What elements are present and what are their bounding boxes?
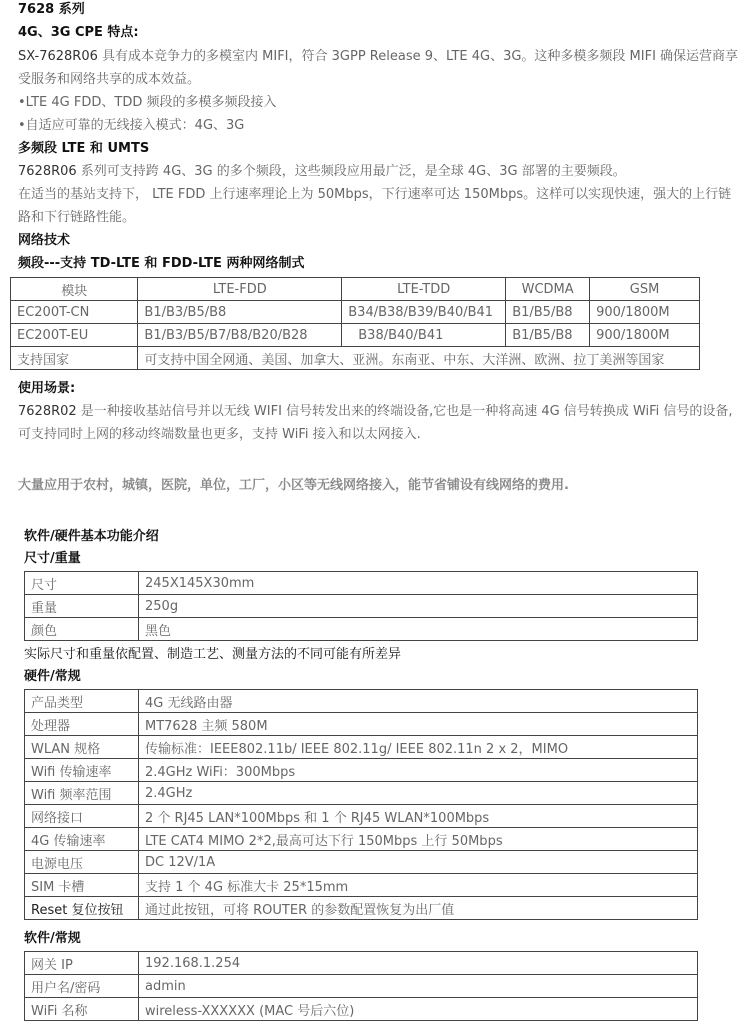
table-header: WCDMA bbox=[506, 278, 590, 301]
spec-key: 4G 传输速率 bbox=[25, 828, 139, 851]
network-subheading: 频段---支持 TD-LTE 和 FDD-LTE 两种网络制式 bbox=[18, 256, 305, 271]
application-note: 大量应用于农村，城镇，医院，单位，工厂，小区等无线网络接入，能节省铺设有线网络的费用. bbox=[18, 478, 569, 493]
spec-key: 颜色 bbox=[25, 618, 139, 641]
usage-line-2: 可支持同时上网的移动终端数量也更多，支持 WiFi 接入和以太网接入. bbox=[18, 427, 421, 442]
specs-heading: 软件/硬件基本功能介绍 bbox=[24, 529, 159, 544]
table-header: LTE-FDD bbox=[138, 278, 342, 301]
table-header: LTE-TDD bbox=[342, 278, 506, 301]
spec-value: admin bbox=[139, 975, 698, 998]
spec-value: 4G 无线路由器 bbox=[139, 690, 698, 713]
spec-key: 电源电压 bbox=[25, 851, 139, 874]
table-row bbox=[25, 897, 698, 920]
series-title: 7628 系列 bbox=[18, 2, 85, 17]
table-row bbox=[25, 618, 698, 641]
features-heading: 4G、3G CPE 特点: bbox=[18, 25, 139, 40]
usage-model: 7628R02 bbox=[18, 404, 77, 419]
table-row bbox=[11, 347, 700, 370]
spec-key: 网络接口 bbox=[25, 805, 139, 828]
table-row bbox=[25, 874, 698, 897]
table-cell: EC200T-CN bbox=[11, 301, 138, 324]
intro-text: 具有成本竞争力的多模室内 MIFI，符合 3GPP Release 9、LTE 4G、3G。这种多模多频段 MIFI 确保运营商享 bbox=[97, 49, 739, 64]
table-row bbox=[25, 736, 698, 759]
table-row bbox=[25, 595, 698, 618]
table-row bbox=[25, 952, 698, 975]
countries-value: 可支持中国全网通、美国、加拿大、亚洲。东南亚、中东、大洋洲、欧洲、拉丁美洲等国家 bbox=[138, 347, 700, 370]
table-cell: B1/B3/B5/B8 bbox=[138, 301, 342, 324]
spec-value: 支持 1 个 4G 标准大卡 25*15mm bbox=[139, 874, 698, 897]
table-row bbox=[25, 805, 698, 828]
table-row bbox=[25, 782, 698, 805]
spec-value: 245X145X30mm bbox=[139, 572, 698, 595]
table-cell: EC200T-EU bbox=[11, 324, 138, 347]
table-row bbox=[25, 713, 698, 736]
software-heading: 软件/常规 bbox=[24, 931, 81, 946]
spec-value: 2.4GHz bbox=[139, 782, 698, 805]
multiband-model: 7628R06 bbox=[18, 164, 77, 179]
intro-line-1 bbox=[18, 48, 738, 66]
table-row bbox=[11, 301, 700, 324]
countries-label: 支持国家 bbox=[11, 347, 138, 370]
bullet-1: •LTE 4G FDD、TDD 频段的多模多频段接入 bbox=[18, 95, 277, 110]
table-cell: 900/1800M bbox=[590, 324, 700, 347]
software-table bbox=[24, 951, 698, 1021]
multiband-line-2: 在适当的基站支持下， LTE FDD 上行速率理论上为 50Mbps，下行速率可达 150Mbps。这样可以实现快速，强大的上行链 bbox=[18, 187, 732, 202]
spec-key: SIM 卡槽 bbox=[25, 874, 139, 897]
spec-value: LTE CAT4 MIMO 2*2,最高可达下行 150Mbps 上行 50Mbps bbox=[139, 828, 698, 851]
spec-value: 250g bbox=[139, 595, 698, 618]
table-cell: B1/B3/B5/B7/B8/B20/B28 bbox=[138, 324, 342, 347]
size-note: 实际尺寸和重量依配置、制造工艺、测量方法的不同可能有所差异 bbox=[24, 647, 402, 662]
network-heading: 网络技术 bbox=[18, 233, 71, 248]
spec-value: 2 个 RJ45 LAN*100Mbps 和 1 个 RJ45 WLAN*100Mbps bbox=[139, 805, 698, 828]
table-header-row bbox=[11, 278, 700, 301]
table-row bbox=[25, 975, 698, 998]
table-cell: 900/1800M bbox=[590, 301, 700, 324]
table-row bbox=[25, 828, 698, 851]
usage-line-1 bbox=[18, 403, 733, 421]
table-row bbox=[25, 851, 698, 874]
intro-model: SX-7628R06 bbox=[18, 49, 98, 64]
multiband-line-3: 路和下行链路性能。 bbox=[18, 210, 136, 225]
spec-value: 2.4GHz WiFi：300Mbps bbox=[139, 759, 698, 782]
bullet-2: •自适应可靠的无线接入模式：4G、3G bbox=[18, 118, 245, 133]
table-cell: B38/B40/B41 bbox=[342, 324, 506, 347]
table-cell: B1/B5/B8 bbox=[506, 301, 590, 324]
size-heading: 尺寸/重量 bbox=[24, 551, 81, 566]
table-cell: B34/B38/B39/B40/B41 bbox=[342, 301, 506, 324]
spec-key: 处理器 bbox=[25, 713, 139, 736]
hardware-heading: 硬件/常规 bbox=[24, 669, 81, 684]
spec-value: DC 12V/1A bbox=[139, 851, 698, 874]
multiband-text: 系列可支持跨 4G、3G 的多个频段，这些频段应用最广泛，是全球 4G、3G 部署的主要频段。 bbox=[76, 164, 626, 179]
spec-key: Wifi 频率范围 bbox=[25, 782, 139, 805]
intro-line-2: 受服务和网络共享的成本效益。 bbox=[18, 72, 201, 87]
network-table bbox=[10, 277, 700, 370]
spec-value: 传输标准：IEEE802.11b/ IEEE 802.11g/ IEEE 802.11n 2 x 2，MIMO bbox=[139, 736, 698, 759]
table-row bbox=[25, 998, 698, 1021]
spec-key: WLAN 规格 bbox=[25, 736, 139, 759]
hardware-table bbox=[24, 689, 698, 920]
table-row bbox=[25, 572, 698, 595]
multiband-heading: 多频段 LTE 和 UMTS bbox=[18, 141, 150, 156]
table-row bbox=[25, 690, 698, 713]
usage-heading: 使用场景: bbox=[18, 381, 76, 396]
usage-text: 是一种接收基站信号并以无线 WIFI 信号转发出来的终端设备,它也是一种将高速 4G 信号转换成 WiFi 信号的设备, bbox=[76, 404, 733, 419]
spec-key: 尺寸 bbox=[25, 572, 139, 595]
table-header: 模块 bbox=[11, 278, 138, 301]
spec-value: MT7628 主频 580M bbox=[139, 713, 698, 736]
multiband-line-1 bbox=[18, 163, 626, 181]
table-row bbox=[11, 324, 700, 347]
spec-key: 用户名/密码 bbox=[25, 975, 139, 998]
spec-value: 通过此按钮，可将 ROUTER 的参数配置恢复为出厂值 bbox=[139, 897, 698, 920]
spec-key: WiFi 名称 bbox=[25, 998, 139, 1021]
size-table bbox=[24, 571, 698, 641]
table-header: GSM bbox=[590, 278, 700, 301]
spec-key: 网关 IP bbox=[25, 952, 139, 975]
spec-key: 重量 bbox=[25, 595, 139, 618]
spec-key: Wifi 传输速率 bbox=[25, 759, 139, 782]
table-cell: B1/B5/B8 bbox=[506, 324, 590, 347]
spec-key: Reset 复位按钮 bbox=[25, 897, 139, 920]
table-row bbox=[25, 759, 698, 782]
spec-value: 192.168.1.254 bbox=[139, 952, 698, 975]
spec-key: 产品类型 bbox=[25, 690, 139, 713]
spec-value: wireless-XXXXXX (MAC 号后六位) bbox=[139, 998, 698, 1021]
spec-value: 黑色 bbox=[139, 618, 698, 641]
